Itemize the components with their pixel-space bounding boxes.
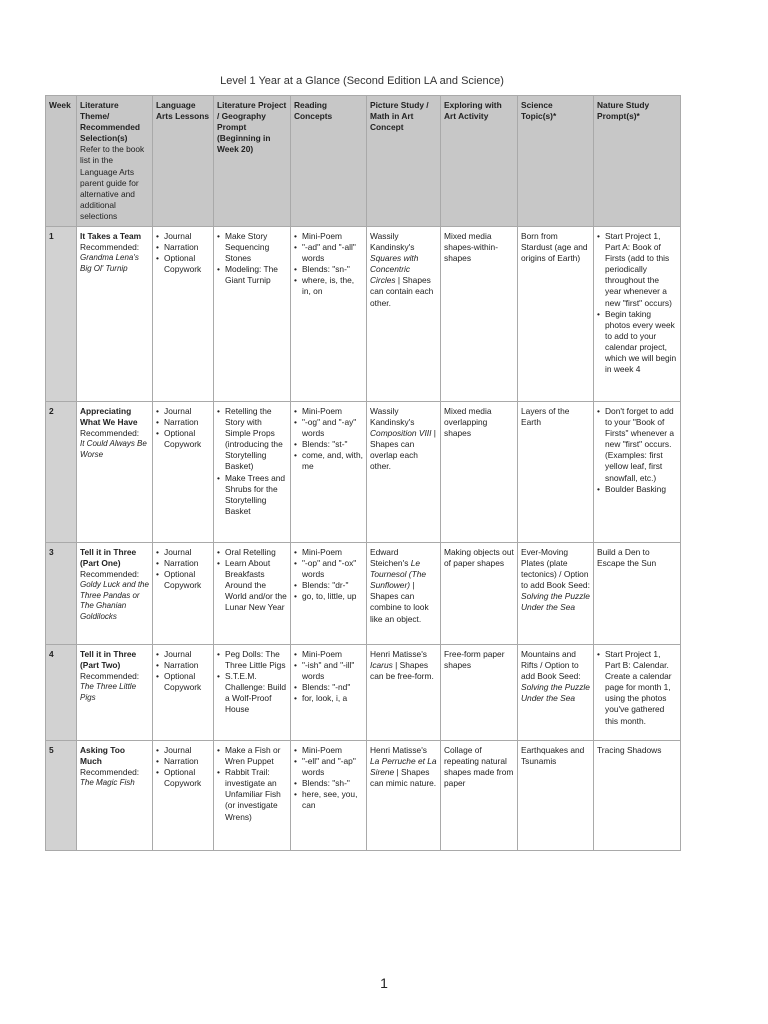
table-row: [46, 543, 681, 645]
reading-list: [294, 649, 363, 704]
list-item: • Narration: [156, 660, 210, 671]
recommended-label: Recommended:: [80, 569, 140, 580]
project-cell: [214, 543, 291, 645]
list-item: • Narration: [156, 242, 210, 253]
reading-cell: [291, 741, 367, 851]
nature-study-cell: [594, 402, 681, 543]
science-topic: Born from Stardust (age and origins of Earth): [521, 231, 588, 264]
theme-title: It Takes a Team: [80, 231, 142, 241]
lessons-list: [156, 406, 210, 450]
nature-list: [597, 406, 677, 495]
header-row: [46, 96, 681, 227]
week-number: 3: [46, 543, 77, 645]
science-topic: Ever-Moving Plates (plate tectonics) / Option to add Book Seed:: [521, 547, 590, 591]
week-number: 5: [46, 741, 77, 851]
theme-cell: [77, 645, 153, 741]
list-item: • Mini-Poem: [294, 745, 363, 756]
nature-study-cell: [594, 543, 681, 645]
week-number: 4: [46, 645, 77, 741]
project-list: [217, 745, 287, 823]
list-item: • "-ell" and "-ap" words: [294, 756, 363, 778]
list-item: • Modeling: The Giant Turnip: [217, 264, 287, 286]
list-item: • Blends: "st-": [294, 439, 363, 450]
art-activity-cell: Free-form paper shapes: [441, 645, 518, 741]
list-item: • Blends: "sn-": [294, 264, 363, 275]
list-item: • Optional Copywork: [156, 671, 210, 693]
recommended-book: Grandma Lena's Big Ol' Turnip: [80, 253, 139, 273]
list-item: • Optional Copywork: [156, 253, 210, 275]
list-item: • Learn About Breakfasts Around the World and/or the Lunar New Year: [217, 558, 287, 613]
lessons-list: [156, 745, 210, 789]
list-item: • Narration: [156, 417, 210, 428]
project-cell: [214, 227, 291, 402]
list-item: • Journal: [156, 649, 210, 660]
week-number: 2: [46, 402, 77, 543]
list-item: • "-ish" and "-ill" words: [294, 660, 363, 682]
picture-study-cell: [367, 645, 441, 741]
list-item: • Narration: [156, 756, 210, 767]
recommended-book: Goldy Luck and the Three Pandas or The Ghanian Goldilocks: [80, 580, 149, 621]
list-item: • Mini-Poem: [294, 649, 363, 660]
year-at-a-glance-table: [45, 95, 681, 851]
list-item: • Peg Dolls: The Three Little Pigs: [217, 649, 287, 671]
science-topic: Earthquakes and Tsunamis: [521, 745, 585, 767]
science-topic: Mountains and Rifts / Option to add Book Seed:: [521, 649, 581, 682]
list-item: • Make a Fish or Wren Puppet: [217, 745, 287, 767]
table-row: [46, 227, 681, 402]
week-number: 1: [46, 227, 77, 402]
list-item: • Blends: "-nd": [294, 682, 363, 693]
list-item: • Retelling the Story with Simple Props (introducing the Storytelling Basket): [217, 406, 287, 473]
artist: Wassily Kandinsky's: [370, 231, 415, 253]
list-item: • Journal: [156, 231, 210, 242]
header-reading: Reading Concepts: [291, 96, 367, 227]
picture-study-cell: [367, 741, 441, 851]
list-item: • Oral Retelling: [217, 547, 287, 558]
science-cell: [518, 227, 594, 402]
list-item: • S.T.E.M. Challenge: Build a Wolf-Proof House: [217, 671, 287, 715]
reading-list: [294, 406, 363, 473]
list-item: • Start Project 1, Part B: Calendar. Create a calendar page for month 1, using the photos you've gathered this month.: [597, 649, 677, 727]
artwork-title: La Perruche et La Sirene: [370, 756, 437, 778]
picture-study-cell: [367, 543, 441, 645]
nature-prompt: Build a Den to Escape the Sun: [597, 547, 657, 569]
recommended-book: The Three Little Pigs: [80, 682, 137, 702]
artwork-title: Le Tournesol (The Sunflower): [370, 558, 427, 591]
recommended-label: Recommended:: [80, 671, 140, 682]
header-theme-label: Literature Theme/ Recommended Selection(s): [80, 100, 141, 144]
list-item: • Blends: "sh-": [294, 778, 363, 789]
list-item: • Journal: [156, 745, 210, 756]
art-activity-cell: Mixed media overlapping shapes: [441, 402, 518, 543]
reading-list: [294, 547, 363, 602]
list-item: • Boulder Basking: [597, 484, 677, 495]
lessons-list: [156, 547, 210, 591]
page-number: 1: [380, 975, 388, 991]
science-cell: [518, 645, 594, 741]
shape-concept: | Shapes can be free-form.: [370, 660, 434, 682]
project-list: [217, 649, 287, 716]
picture-study-cell: [367, 402, 441, 543]
reading-list: [294, 745, 363, 812]
shape-concept: | Shapes can mimic nature.: [370, 767, 437, 789]
project-cell: [214, 741, 291, 851]
table-row: [46, 645, 681, 741]
list-item: • Mini-Poem: [294, 231, 363, 242]
header-lessons: Language Arts Lessons: [153, 96, 214, 227]
shape-concept: | Shapes can combine to look like an object.: [370, 580, 429, 624]
reading-cell: [291, 645, 367, 741]
theme-title: Tell it in Three (Part Two): [80, 649, 137, 671]
science-cell: [518, 543, 594, 645]
header-nature-study: Nature Study Prompt(s)*: [594, 96, 681, 227]
theme-cell: [77, 741, 153, 851]
project-cell: [214, 402, 291, 543]
list-item: • Journal: [156, 406, 210, 417]
lessons-list: [156, 231, 210, 275]
theme-cell: [77, 543, 153, 645]
theme-cell: [77, 227, 153, 402]
book-seed: Solving the Puzzle Under the Sea: [521, 591, 590, 613]
list-item: • come, and, with, me: [294, 450, 363, 472]
nature-prompt: Tracing Shadows: [597, 745, 662, 755]
header-picture-study: Picture Study / Math in Art Concept: [367, 96, 441, 227]
artist: Wassily Kandinsky's: [370, 406, 415, 428]
lessons-cell: [153, 741, 214, 851]
artwork-title: Composition VIII: [370, 428, 432, 439]
list-item: • Optional Copywork: [156, 428, 210, 450]
list-item: • "-og" and "-ay" words: [294, 417, 363, 439]
table-row: [46, 741, 681, 851]
project-list: [217, 231, 287, 286]
list-item: • "-op" and "-ox" words: [294, 558, 363, 580]
lessons-cell: [153, 227, 214, 402]
artist: Edward Steichen's: [370, 547, 409, 569]
list-item: • Rabbit Trail: investigate an Unfamiliar Fish (or investigate Wrens): [217, 767, 287, 822]
nature-study-cell: [594, 645, 681, 741]
list-item: • Optional Copywork: [156, 569, 210, 591]
book-seed: Solving the Puzzle Under the Sea: [521, 682, 590, 704]
theme-title: Appreciating What We Have: [80, 406, 138, 428]
list-item: • where, is, the, in, on: [294, 275, 363, 297]
theme-cell: [77, 402, 153, 543]
lessons-cell: [153, 543, 214, 645]
header-theme-note: Refer to the book list in the Language Arts parent guide for alternative and additional selections: [80, 144, 145, 221]
art-activity-cell: Collage of repeating natural shapes made from paper: [441, 741, 518, 851]
list-item: • Mini-Poem: [294, 547, 363, 558]
nature-study-cell: [594, 227, 681, 402]
artist: Henri Matisse's: [370, 649, 427, 659]
list-item: • here, see, you, can: [294, 789, 363, 811]
science-cell: [518, 741, 594, 851]
list-item: • Don't forget to add to your "Book of Firsts" whenever a new "first" occurs. (Examples: first yellow leaf, first snowfall, etc.): [597, 406, 677, 484]
list-item: • Make Story Sequencing Stones: [217, 231, 287, 264]
list-item: • Journal: [156, 547, 210, 558]
project-cell: [214, 645, 291, 741]
table-row: [46, 402, 681, 543]
list-item: • "-ad" and "-all" words: [294, 242, 363, 264]
list-item: • Start Project 1, Part A: Book of Firsts (add to this periodically throughout the year whenever a new "first" occurs): [597, 231, 677, 309]
artwork-title: Squares with Concentric Circles: [370, 253, 419, 286]
art-activity-cell: Mixed media shapes-within-shapes: [441, 227, 518, 402]
reading-cell: [291, 543, 367, 645]
list-item: • Make Trees and Shrubs for the Storytelling Basket: [217, 473, 287, 517]
science-cell: [518, 402, 594, 543]
nature-study-cell: [594, 741, 681, 851]
list-item: • Mini-Poem: [294, 406, 363, 417]
header-art-activity: Exploring with Art Activity: [441, 96, 518, 227]
list-item: • Narration: [156, 558, 210, 569]
list-item: • Blends: "dr-": [294, 580, 363, 591]
recommended-label: Recommended:: [80, 242, 140, 253]
header-science: Science Topic(s)*: [518, 96, 594, 227]
recommended-label: Recommended:: [80, 767, 140, 778]
page-title: Level 1 Year at a Glance (Second Edition LA and Science): [220, 75, 504, 87]
artwork-title: Icarus: [370, 660, 393, 671]
shape-concept: | Shapes can overlap each other.: [370, 428, 436, 472]
recommended-book: The Magic Fish: [80, 778, 135, 788]
list-item: • go, to, little, up: [294, 591, 363, 602]
nature-list: [597, 231, 677, 375]
list-item: • Optional Copywork: [156, 767, 210, 789]
list-item: • Begin taking photos every week to add to your calendar project, which we will begin in week 4: [597, 309, 677, 376]
artist: Henri Matisse's: [370, 745, 427, 755]
reading-cell: [291, 402, 367, 543]
picture-study-cell: [367, 227, 441, 402]
art-activity-cell: Making objects out of paper shapes: [441, 543, 518, 645]
recommended-book: It Could Always Be Worse: [80, 439, 147, 459]
header-week: Week: [46, 96, 77, 227]
reading-list: [294, 231, 363, 298]
header-theme: [77, 96, 153, 227]
list-item: • for, look, i, a: [294, 693, 363, 704]
lessons-cell: [153, 645, 214, 741]
header-project: Literature Project / Geography Prompt (Beginning in Week 20): [214, 96, 291, 227]
reading-cell: [291, 227, 367, 402]
project-list: [217, 406, 287, 517]
recommended-label: Recommended:: [80, 428, 140, 439]
science-topic: Layers of the Earth: [521, 406, 570, 428]
shape-concept: | Shapes can contain each other.: [370, 275, 434, 308]
theme-title: Tell it in Three (Part One): [80, 547, 137, 569]
lessons-cell: [153, 402, 214, 543]
theme-title: Asking Too Much: [80, 745, 125, 767]
nature-list: [597, 649, 677, 727]
lessons-list: [156, 649, 210, 693]
project-list: [217, 547, 287, 614]
